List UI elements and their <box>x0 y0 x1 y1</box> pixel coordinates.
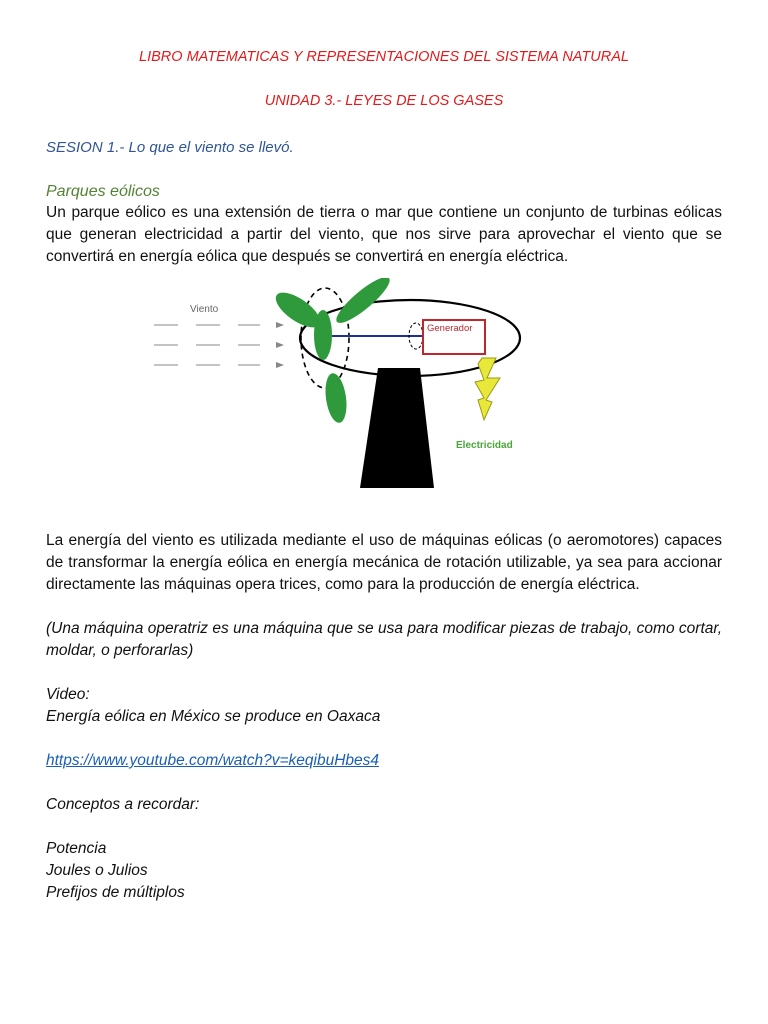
section-paragraph: Un parque eólico es una extensión de tierra o mar que contiene un conjunto de turbinas eólicas que generan electricidad a partir del viento, que nos sirve para aprovechar el viento que se convertirá en energía eólica que después se convertirá en energía eléctrica. <box>46 204 722 265</box>
video-label: Video: <box>46 686 90 703</box>
energy-paragraph: La energía del viento es utilizada mediante el uso de máquinas eólicas (o aeromotores) capaces de transformar la energía eólica en energía mecánica de rotación utilizable, ya sea para accionar directamente las máquinas opera trices, como para la producción de energía eléctrica. <box>46 532 722 593</box>
book-title: LIBRO MATEMATICAS Y REPRESENTACIONES DEL SISTEMA NATURAL <box>139 49 629 65</box>
machine-note: (Una máquina operatriz es una máquina que se usa para modificar piezas de trabajo, como cortar, moldar, o perforarlas) <box>46 620 722 659</box>
wind-arrowheads <box>276 322 284 368</box>
section-heading: Parques eólicos <box>46 183 160 200</box>
video-link-row <box>46 750 722 772</box>
concept-item: Potencia <box>46 840 107 857</box>
wind-label: Viento <box>190 304 219 315</box>
unit-title: UNIDAD 3.- LEYES DE LOS GASES <box>264 93 504 109</box>
electricity-label: Electricidad <box>456 440 513 451</box>
video-link[interactable]: https://www.youtube.com/watch?v=keqibuHbes4 <box>46 752 380 769</box>
generator-label: Generador <box>427 323 473 334</box>
video-title: Energía eólica en México se produce en Oaxaca <box>46 708 381 725</box>
wind-arrows <box>154 325 260 365</box>
tower <box>360 368 434 488</box>
electricity-bolt-icon <box>475 358 500 420</box>
concept-item: Prefijos de múltiplos <box>46 884 185 901</box>
wind-turbine-diagram <box>140 278 550 492</box>
session-title: SESION 1.- Lo que el viento se llevó. <box>46 139 294 156</box>
concept-item: Joules o Julios <box>46 862 148 879</box>
concepts-label: Conceptos a recordar: <box>46 796 200 813</box>
